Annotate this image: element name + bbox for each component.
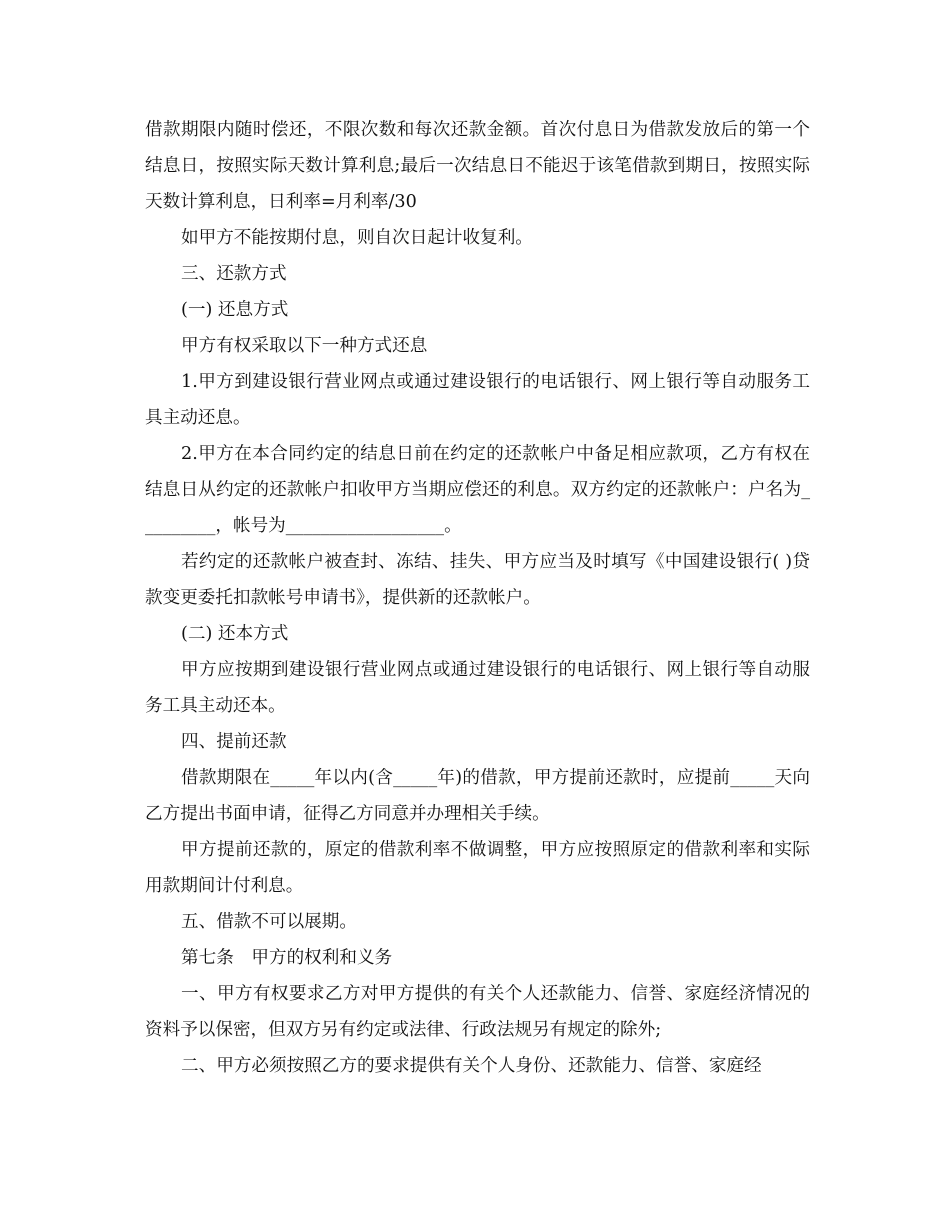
paragraph: 甲方提前还款的，原定的借款利率不做调整，甲方应按照原定的借款利率和实际用款期间计付利息。 [145, 840, 810, 896]
paragraph: 若约定的还款帐户被查封、冻结、挂失、甲方应当及时填写《中国建设银行( )贷款变更委托扣款帐号申请书》，提供新的还款帐户。 [145, 552, 810, 608]
paragraph: 甲方应按期到建设银行营业网点或通过建设银行的电话银行、网上银行等自动服务工具主动还本。 [145, 660, 810, 716]
paragraph: 一、甲方有权要求乙方对甲方提供的有关个人还款能力、信誉、家庭经济情况的资料予以保密，但双方另有约定或法律、行政法规另有规定的除外; [145, 984, 810, 1040]
document-body [145, 112, 810, 1084]
paragraph: 甲方有权采取以下一种方式还息 [181, 336, 428, 356]
section-heading: 五、借款不可以展期。 [181, 912, 357, 932]
paragraph: 二、甲方必须按照乙方的要求提供有关个人身份、还款能力、信誉、家庭经 [181, 1056, 762, 1076]
section-heading: 四、提前还款 [181, 732, 287, 752]
article-heading: 第七条 甲方的权利和义务 [181, 948, 393, 968]
subsection-heading: (一) 还息方式 [181, 300, 289, 320]
subsection-heading: (二) 还本方式 [181, 624, 289, 644]
paragraph: 如甲方不能按期付息，则自次日起计收复利。 [181, 228, 533, 248]
paragraph: 借款期限在_____年以内(含_____年)的借款，甲方提前还款时，应提前_____天向乙方提出书面申请，征得乙方同意并办理相关手续。 [145, 768, 810, 824]
list-item: 2.甲方在本合同约定的结息日前在约定的还款帐户中备足相应款项，乙方有权在结息日从约定的还款帐户扣收甲方当期应偿还的利息。双方约定的还款帐户：户名为_________，帐号为__________________。 [145, 444, 810, 536]
section-heading: 三、还款方式 [181, 264, 287, 284]
paragraph: 借款期限内随时偿还，不限次数和每次还款金额。首次付息日为借款发放后的第一个结息日，按照实际天数计算利息;最后一次结息日不能迟于该笔借款到期日，按照实际天数计算利息，日利率=月利率/30 [145, 120, 810, 212]
list-item: 1.甲方到建设银行营业网点或通过建设银行的电话银行、网上银行等自动服务工具主动还息。 [145, 372, 810, 428]
